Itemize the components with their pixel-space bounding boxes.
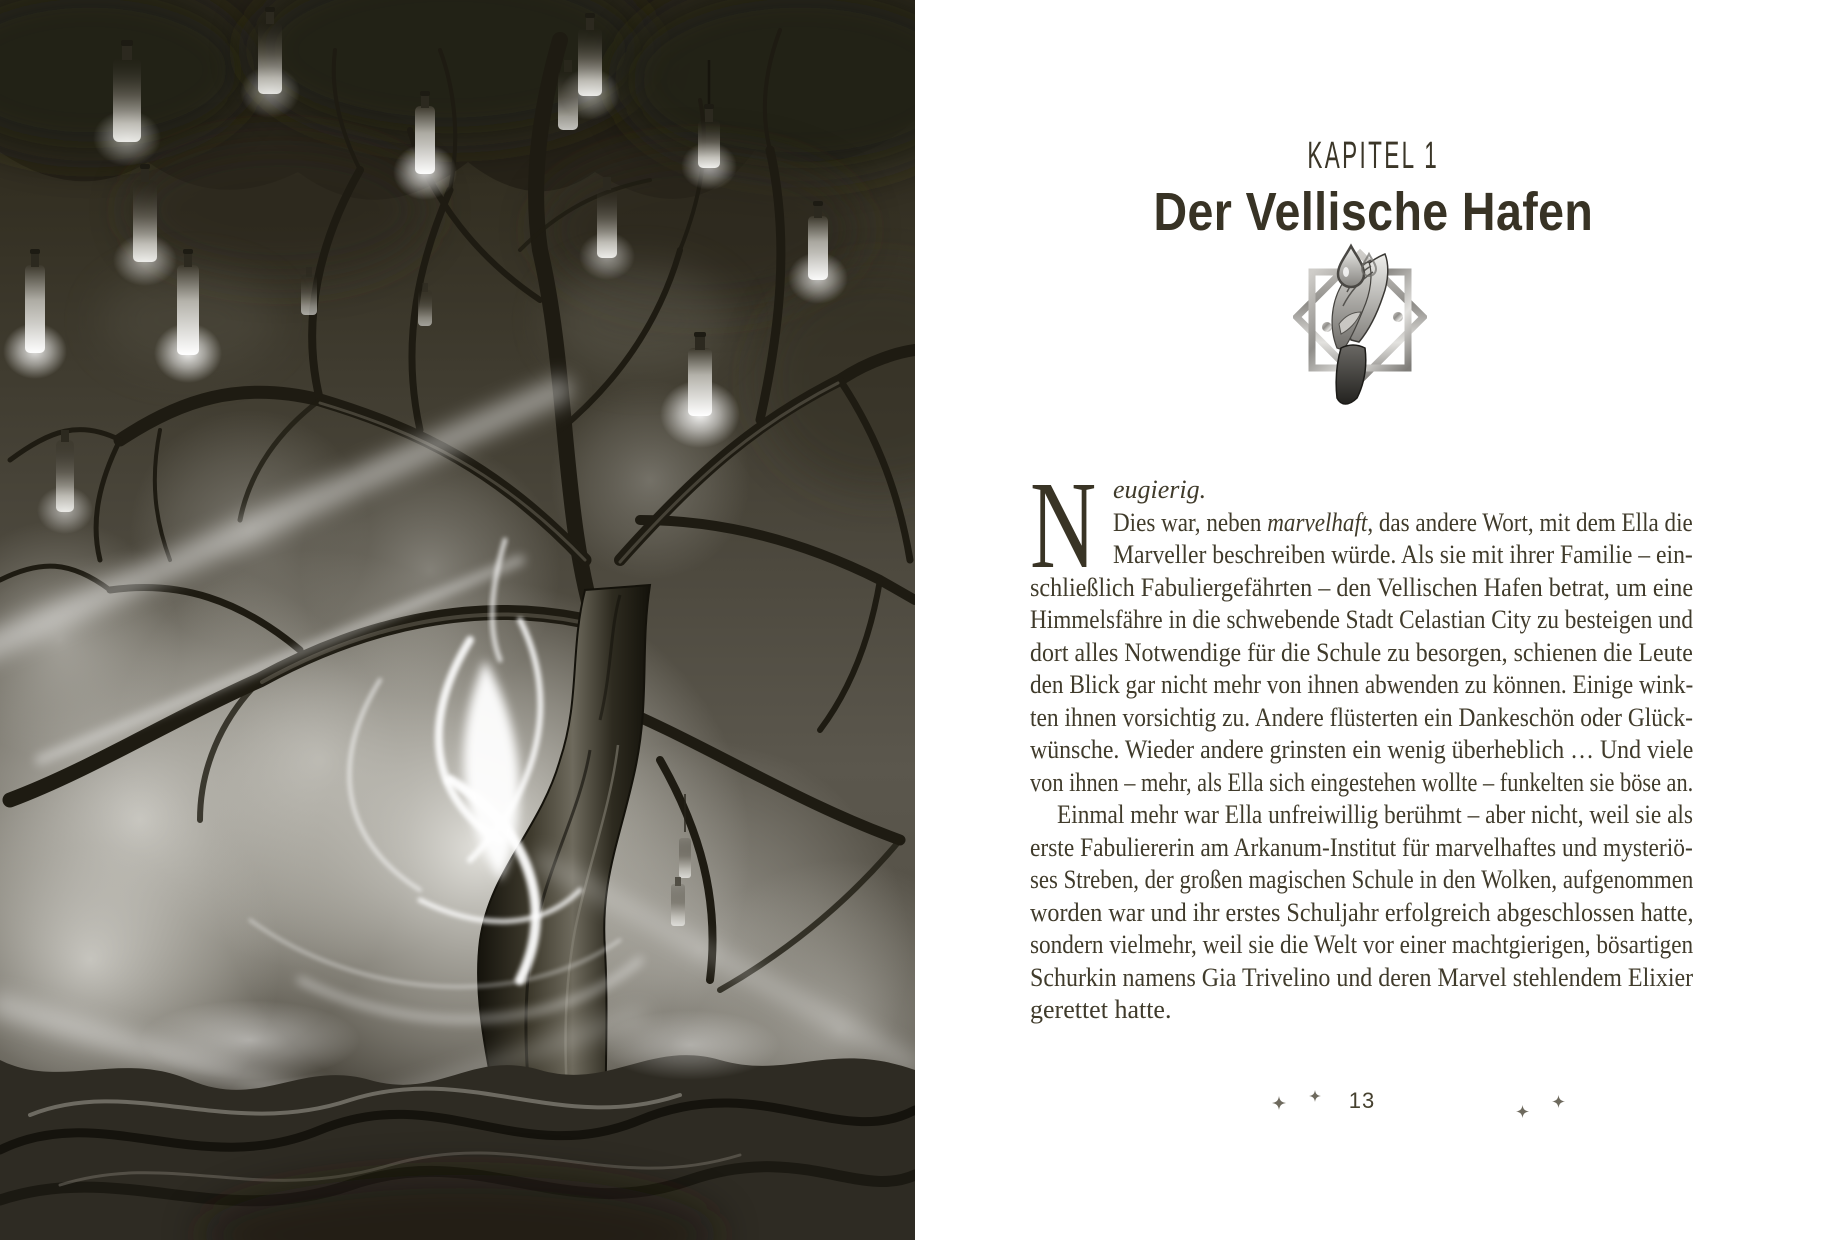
body-line: eugierig. bbox=[1113, 475, 1207, 504]
emblem-dot bbox=[1322, 322, 1332, 332]
body-line: dort alles Notwendige für die Schule zu besorgen, schienen die Leute bbox=[1030, 637, 1693, 667]
body-line: den Blick gar nicht mehr von ihnen abwenden zu können. Einige wink- bbox=[1030, 670, 1694, 699]
body-line: sondern vielmehr, weil sie die Welt vor einer machtgierigen, bösartigen bbox=[1030, 930, 1694, 959]
body-line: schließlich Fabuliergefährten – den Vellischen Hafen betrat, um eine bbox=[1030, 572, 1694, 602]
sparkle-icon bbox=[1272, 1096, 1286, 1110]
body-line: ses Streben, der großen magischen Schule in den Wolken, aufgenommen bbox=[1030, 865, 1694, 894]
emblem-dot bbox=[1393, 312, 1403, 322]
body-line: Dies war, neben marvelhaft, das andere Wort, mit dem Ella die bbox=[1113, 507, 1693, 537]
body-line: Einmal mehr war Ella unfreiwillig berühmt – aber nicht, weil sie als bbox=[1057, 800, 1693, 829]
body-line: Schurkin namens Gia Trivelino und deren Marvel stehlendem Elixier bbox=[1030, 962, 1694, 992]
body-line: Himmelsfähre in die schwebende Stadt Celastian City zu besteigen und bbox=[1030, 605, 1693, 634]
body-line: gerettet hatte. bbox=[1030, 995, 1172, 1024]
drop-cap: N bbox=[1030, 457, 1097, 595]
sparkle-icon bbox=[1516, 1105, 1529, 1118]
page-footer bbox=[1030, 1085, 1693, 1125]
chapter-emblem-icon bbox=[1293, 240, 1427, 410]
body-line: wünsche. Wieder andere grinsten ein wenig überheblich … Und viele bbox=[1030, 735, 1694, 764]
body-line: erste Fabuliererin am Arkanum-Institut für marvelhaftes und mysteriö- bbox=[1030, 832, 1693, 862]
book-page bbox=[915, 0, 1831, 1240]
sparkle-icon bbox=[1309, 1090, 1321, 1102]
body-line: Marveller beschreiben würde. Als sie mit ihrer Familie – ein- bbox=[1113, 540, 1693, 569]
chapter-label: KAPITEL 1 bbox=[1307, 135, 1439, 177]
page-number: 13 bbox=[1348, 1088, 1376, 1113]
hanging-bottle-icon bbox=[558, 60, 578, 130]
body-line: von ihnen – mehr, als Ella sich eingestehen wollte – funkelten sie böse an. bbox=[1030, 767, 1694, 797]
sparkle-icon bbox=[1552, 1095, 1565, 1108]
body-line: worden war und ihr erstes Schuljahr erfolgreich abgeschlossen hatte, bbox=[1030, 897, 1694, 927]
hanging-bottle-icon bbox=[671, 877, 685, 926]
tree-illustration bbox=[0, 0, 915, 1240]
body-line: ten ihnen vorsichtig zu. Andere flüsterten ein Dankeschön oder Glück- bbox=[1030, 702, 1693, 732]
chapter-title: Der Vellische Hafen bbox=[1153, 182, 1593, 242]
body-text bbox=[1030, 457, 1694, 1035]
